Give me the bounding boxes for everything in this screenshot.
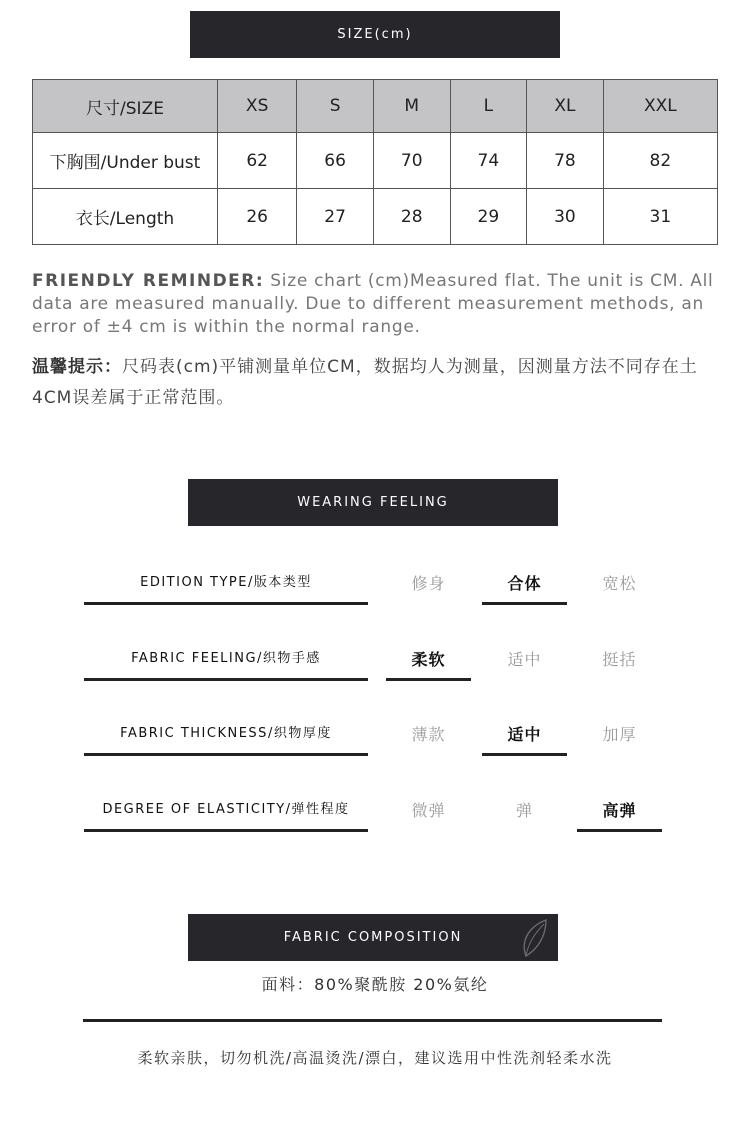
feel-label: DEGREE OF ELASTICITY/弹性程度 [84, 796, 368, 832]
feel-option: 微弹 [411, 801, 446, 820]
table-cell: 26 [218, 189, 297, 245]
friendly-reminder-en [32, 270, 732, 339]
row-label: 下胸围/Under bust [33, 133, 218, 189]
fabric-title-text: FABRIC COMPOSITION [283, 930, 463, 945]
feel-option: 合体 [482, 569, 567, 605]
wearing-title-text: WEARING FEELING [297, 495, 449, 510]
table-cell: 70 [373, 133, 450, 189]
feel-label: EDITION TYPE/版本类型 [84, 569, 368, 605]
feel-row-edition-type [0, 565, 750, 615]
table-cell: 74 [450, 133, 527, 189]
table-cell: 66 [297, 133, 374, 189]
feel-option: 适中 [482, 720, 567, 756]
feel-option: 薄款 [411, 725, 446, 744]
header-cell-xl: XL [527, 80, 604, 133]
header-cell-xs: XS [218, 80, 297, 133]
row-label: 衣长/Length [33, 189, 218, 245]
leaf-decoration-icon [516, 916, 552, 960]
reminder-en-text: Size chart (cm)Measured flat. The unit is CM. All data are measured manually. Due to different measurement methods, an error of ±4 cm is within the normal range. [32, 271, 714, 337]
feel-option: 加厚 [602, 725, 637, 744]
reminder-cn-lead: 温馨提示： [32, 357, 122, 377]
feel-option: 宽松 [602, 574, 637, 593]
feel-option: 高弹 [577, 796, 662, 832]
table-cell: 29 [450, 189, 527, 245]
size-title-text: SIZE(cm) [337, 27, 413, 42]
table-cell: 31 [603, 189, 717, 245]
table-cell: 28 [373, 189, 450, 245]
size-table-header-row [33, 80, 718, 133]
table-row-under-bust [33, 133, 718, 189]
table-row-length [33, 189, 718, 245]
feel-option: 修身 [411, 574, 446, 593]
header-cell-m: M [373, 80, 450, 133]
feel-option: 适中 [507, 650, 542, 669]
feel-option: 弹 [515, 801, 533, 820]
size-table [32, 79, 718, 245]
header-cell-size: 尺寸/SIZE [33, 80, 218, 133]
header-cell-s: S [297, 80, 374, 133]
friendly-reminder-cn [32, 352, 732, 414]
fabric-composition-text: 面料：80%聚酰胺 20%氨纶 [261, 975, 489, 994]
table-cell: 30 [527, 189, 604, 245]
reminder-cn-text: 尺码表(cm)平铺测量单位CM，数据均人为测量，因测量方法不同存在土4CM误差属于正常范围。 [32, 357, 698, 408]
feel-option: 挺括 [602, 650, 637, 669]
table-cell: 82 [603, 133, 717, 189]
feel-row-fabric-thickness [0, 716, 750, 766]
header-cell-xxl: XXL [603, 80, 717, 133]
header-cell-l: L [450, 80, 527, 133]
feel-label: FABRIC THICKNESS/织物厚度 [84, 720, 368, 756]
feel-label: FABRIC FEELING/织物手感 [84, 645, 368, 681]
feel-row-fabric-feeling [0, 641, 750, 691]
section-divider [83, 1019, 662, 1022]
table-cell: 62 [218, 133, 297, 189]
wearing-feeling-title [188, 479, 558, 526]
table-cell: 27 [297, 189, 374, 245]
fabric-composition-title [188, 914, 558, 961]
size-section-title [190, 11, 560, 58]
table-cell: 78 [527, 133, 604, 189]
care-instructions: 柔软亲肤，切勿机洗/高温烫洗/漂白，建议选用中性洗剂轻柔水洗 [137, 1049, 613, 1067]
feel-option: 柔软 [386, 645, 471, 681]
reminder-en-lead: FRIENDLY REMINDER: [32, 271, 265, 291]
feel-row-elasticity [0, 792, 750, 842]
